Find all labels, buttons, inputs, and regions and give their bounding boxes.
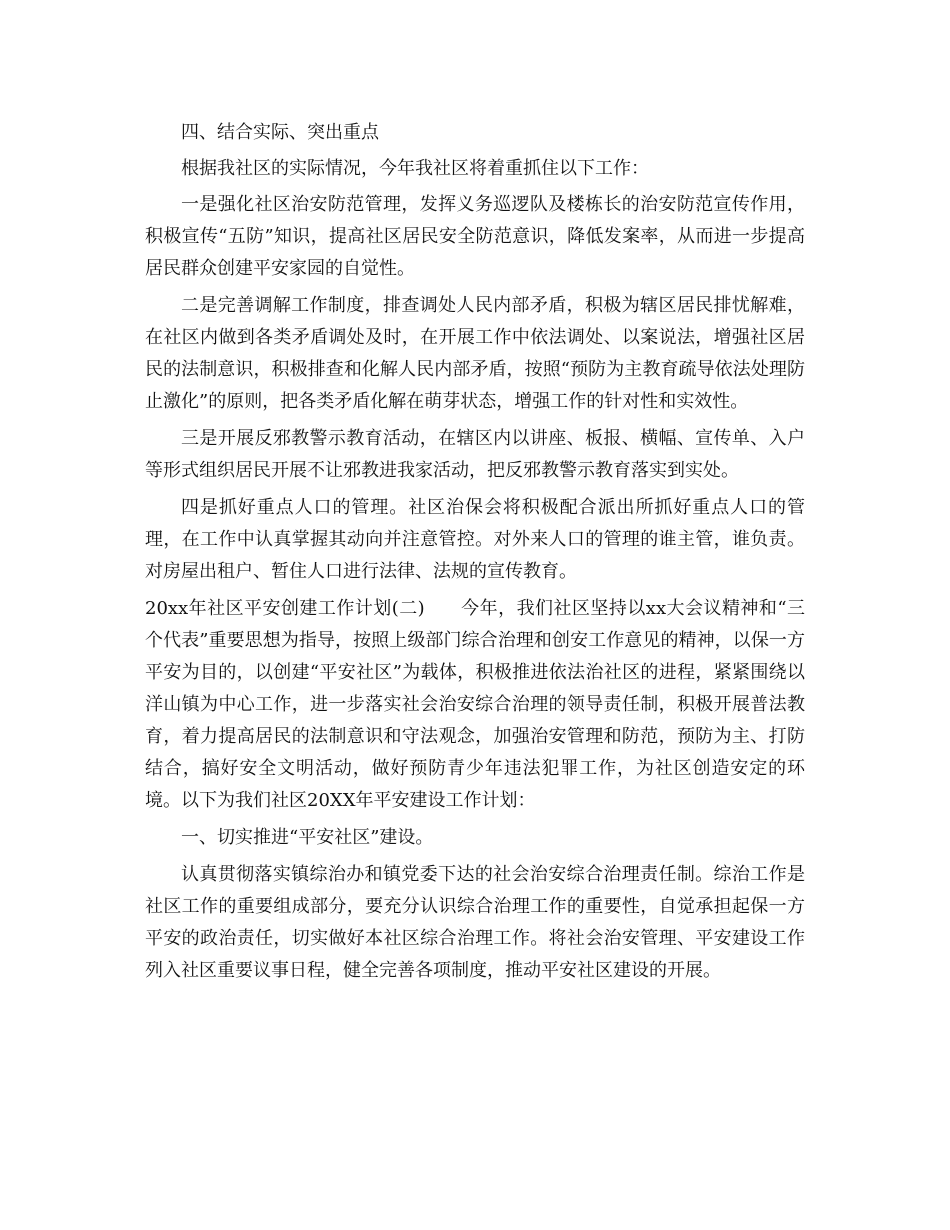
plan-two-paragraph (145, 593, 805, 817)
section-heading-four: 四、结合实际、突出重点 (181, 122, 379, 143)
item-one-heading: 一、切实推进“平安社区”建设。 (181, 827, 434, 848)
paragraph-four: 四是抓好重点人口的管理。社区治保会将积极配合派出所抓好重点人口的管理，在工作中认真掌握其动向并注意管控。对外来人口的管理的谁主管，谁负责。对房屋出租户、暂住人口进行法律、法规的宣传教育。 (145, 497, 805, 582)
document-body (145, 117, 805, 987)
paragraph-three: 三是开展反邪教警示教育活动，在辖区内以讲座、板报、横幅、宣传单、入户等形式组织居民开展不让邪教进我家活动，把反邪教警示教育落实到实处。 (145, 428, 805, 481)
item-one-paragraph: 认真贯彻落实镇综治办和镇党委下达的社会治安综合治理责任制。综治工作是社区工作的重要组成部分，要充分认识综合治理工作的重要性，自觉承担起保一方平安的政治责任，切实做好本社区综合治理工作。将社会治安管理、平安建设工作列入社区重要议事日程，健全完善各项制度，推动平安社区建设的开展。 (145, 864, 805, 981)
paragraph-one: 一是强化社区治安防范管理，发挥义务巡逻队及楼栋长的治安防范宣传作用，积极宣传“五防”知识，提高社区居民安全防范意识，降低发案率，从而进一步提高居民群众创建平安家园的自觉性。 (145, 194, 805, 279)
intro-paragraph: 根据我社区的实际情况，今年我社区将着重抓住以下工作： (181, 158, 649, 179)
paragraph-two: 二是完善调解工作制度，排查调处人民内部矛盾，积极为辖区居民排忧解难，在社区内做到各类矛盾调处及时，在开展工作中依法调处、以案说法，增强社区居民的法制意识，积极排查和化解人民内部矛盾，按照“预防为主教育疏导依法处理防止激化”的原则，把各类矛盾化解在萌芽状态，增强工作的针对性和实效性。 (145, 295, 805, 412)
plan-two-text: 今年，我们社区坚持以xx大会议精神和“三个代表”重要思想为指导，按照上级部门综合治理和创安工作意见的精神，以保一方平安为目的，以创建“平安社区”为载体，积极推进依法治社区的进程，紧紧围绕以洋山镇为中心工作，进一步落实社会治安综合治理的领导责任制，积极开展普法教育，着力提高居民的法制意识和守法观念，加强治安管理和防范，预防为主、打防结合，搞好安全文明活动，做好预防青少年违法犯罪工作，为社区创造安定的环境。以下为我们社区20XX年平安建设工作计划： (145, 598, 805, 811)
plan-two-heading: 20xx年社区平安创建工作计划(二) (145, 598, 425, 619)
